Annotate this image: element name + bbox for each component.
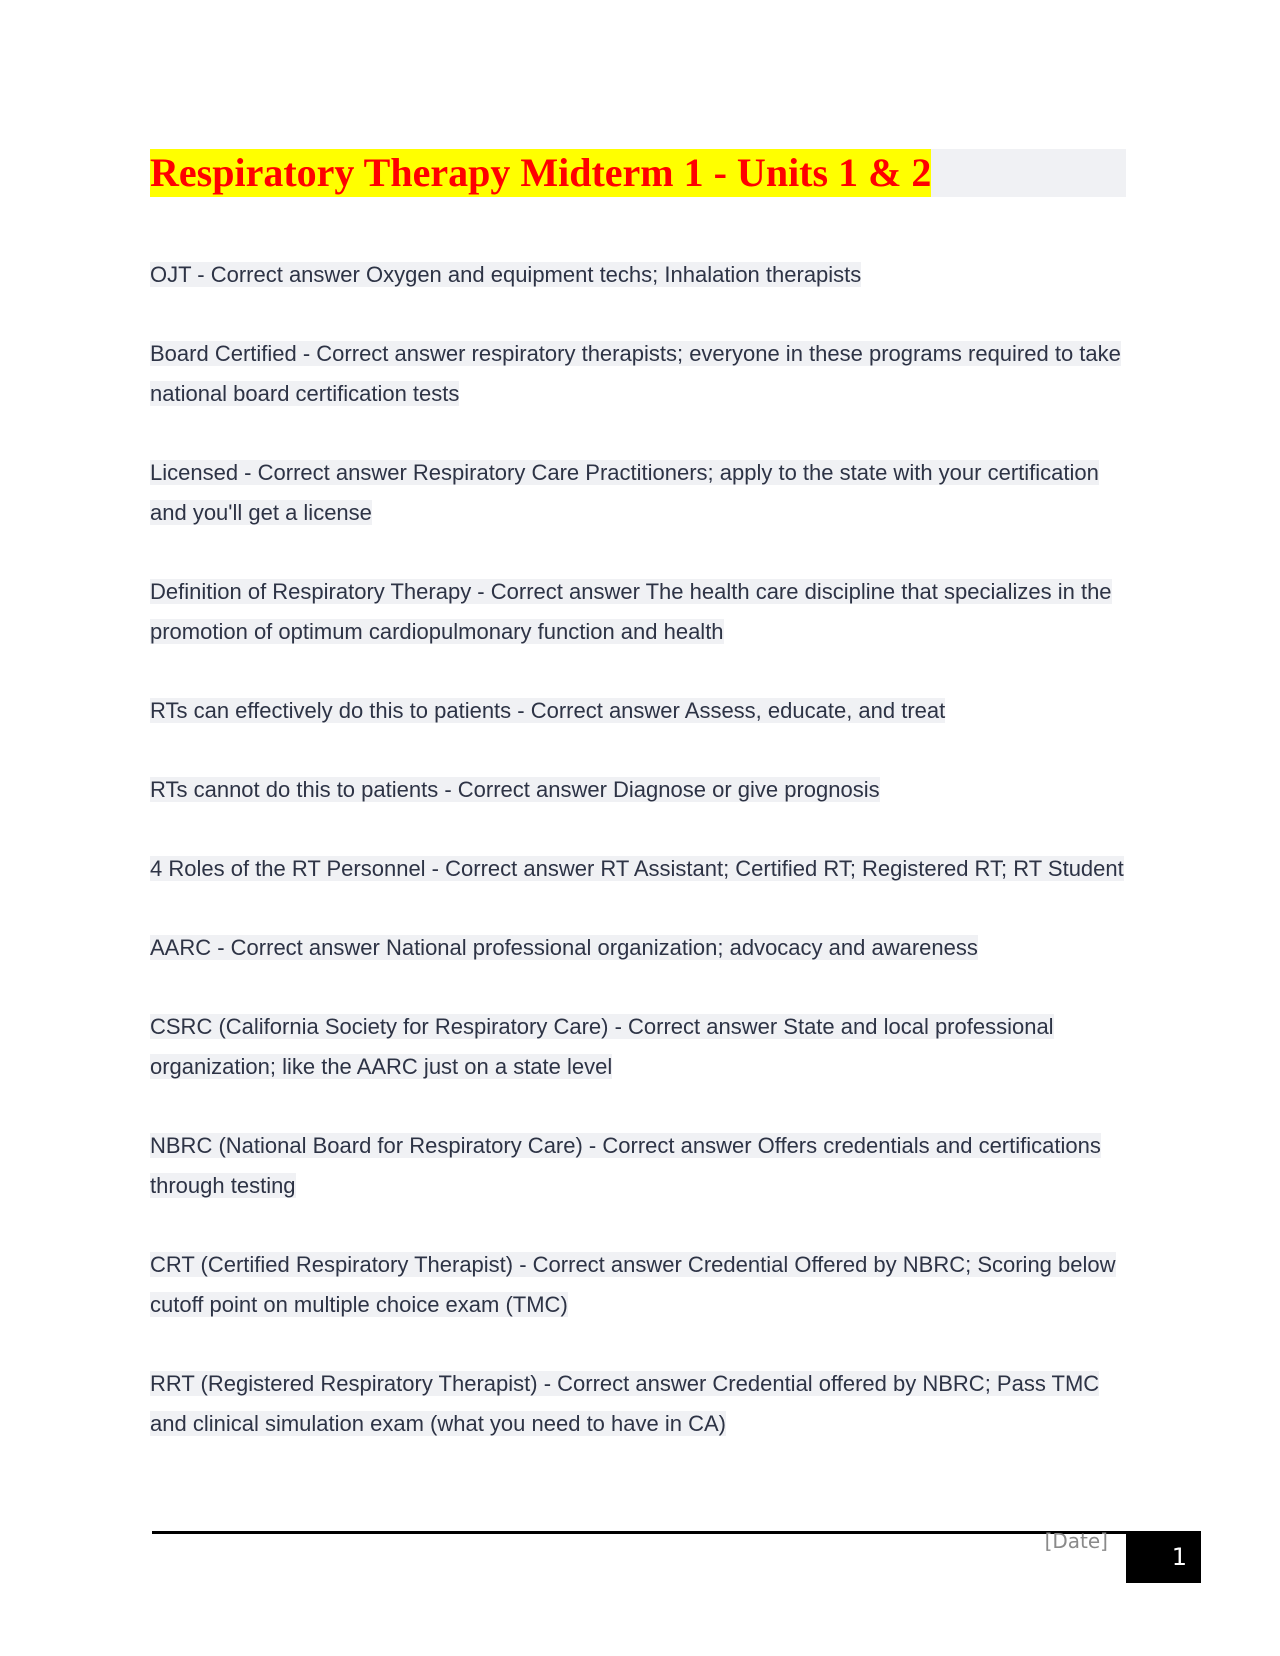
qa-text: RTs can effectively do this to patients - Correct answer Assess, educate, and treat (150, 698, 946, 723)
qa-item-licensed (150, 453, 1126, 533)
qa-item-nbrc (150, 1126, 1126, 1206)
document-title: Respiratory Therapy Midterm 1 - Units 1 & 2 (150, 150, 932, 195)
qa-item-rrt (150, 1364, 1126, 1444)
qa-item-rts-cannot (150, 770, 1126, 810)
qa-list (150, 255, 1126, 1483)
qa-text: 4 Roles of the RT Personnel - Correct answer RT Assistant; Certified RT; Registered RT; RT Student (150, 856, 1124, 881)
qa-item-board-certified (150, 334, 1126, 414)
qa-text: CSRC (California Society for Respiratory Care) - Correct answer State and local professional organization; like the AARC just on a state level (150, 1014, 1054, 1079)
qa-item-ojt (150, 255, 1126, 295)
qa-item-4-roles (150, 849, 1126, 889)
qa-item-crt (150, 1245, 1126, 1325)
qa-text: NBRC (National Board for Respiratory Care) - Correct answer Offers credentials and certifications through testing (150, 1133, 1101, 1198)
qa-text: AARC - Correct answer National professional organization; advocacy and awareness (150, 935, 978, 960)
qa-text: Licensed - Correct answer Respiratory Care Practitioners; apply to the state with your certification and you'll get a license (150, 460, 1099, 525)
qa-item-csrc (150, 1007, 1126, 1087)
footer-rule (152, 1531, 1126, 1534)
footer-date: [Date] (1044, 1529, 1108, 1553)
qa-item-aarc (150, 928, 1126, 968)
qa-text: CRT (Certified Respiratory Therapist) - Correct answer Credential Offered by NBRC; Scoring below cutoff point on multiple choice exam (TMC) (150, 1252, 1116, 1317)
qa-text: OJT - Correct answer Oxygen and equipment techs; Inhalation therapists (150, 262, 862, 287)
qa-item-definition (150, 572, 1126, 652)
qa-text: RTs cannot do this to patients - Correct answer Diagnose or give prognosis (150, 777, 880, 802)
page-number-box (1126, 1531, 1201, 1583)
qa-text: Board Certified - Correct answer respiratory therapists; everyone in these programs required to take national board certification tests (150, 341, 1121, 406)
qa-item-rts-can (150, 691, 1126, 731)
page-number: 1 (1171, 1543, 1187, 1571)
qa-text: Definition of Respiratory Therapy - Correct answer The health care discipline that specializes in the promotion of optimum cardiopulmonary function and health (150, 579, 1112, 644)
qa-text: RRT (Registered Respiratory Therapist) - Correct answer Credential offered by NBRC; Pass TMC and clinical simulation exam (what you need to have in CA) (150, 1371, 1100, 1436)
